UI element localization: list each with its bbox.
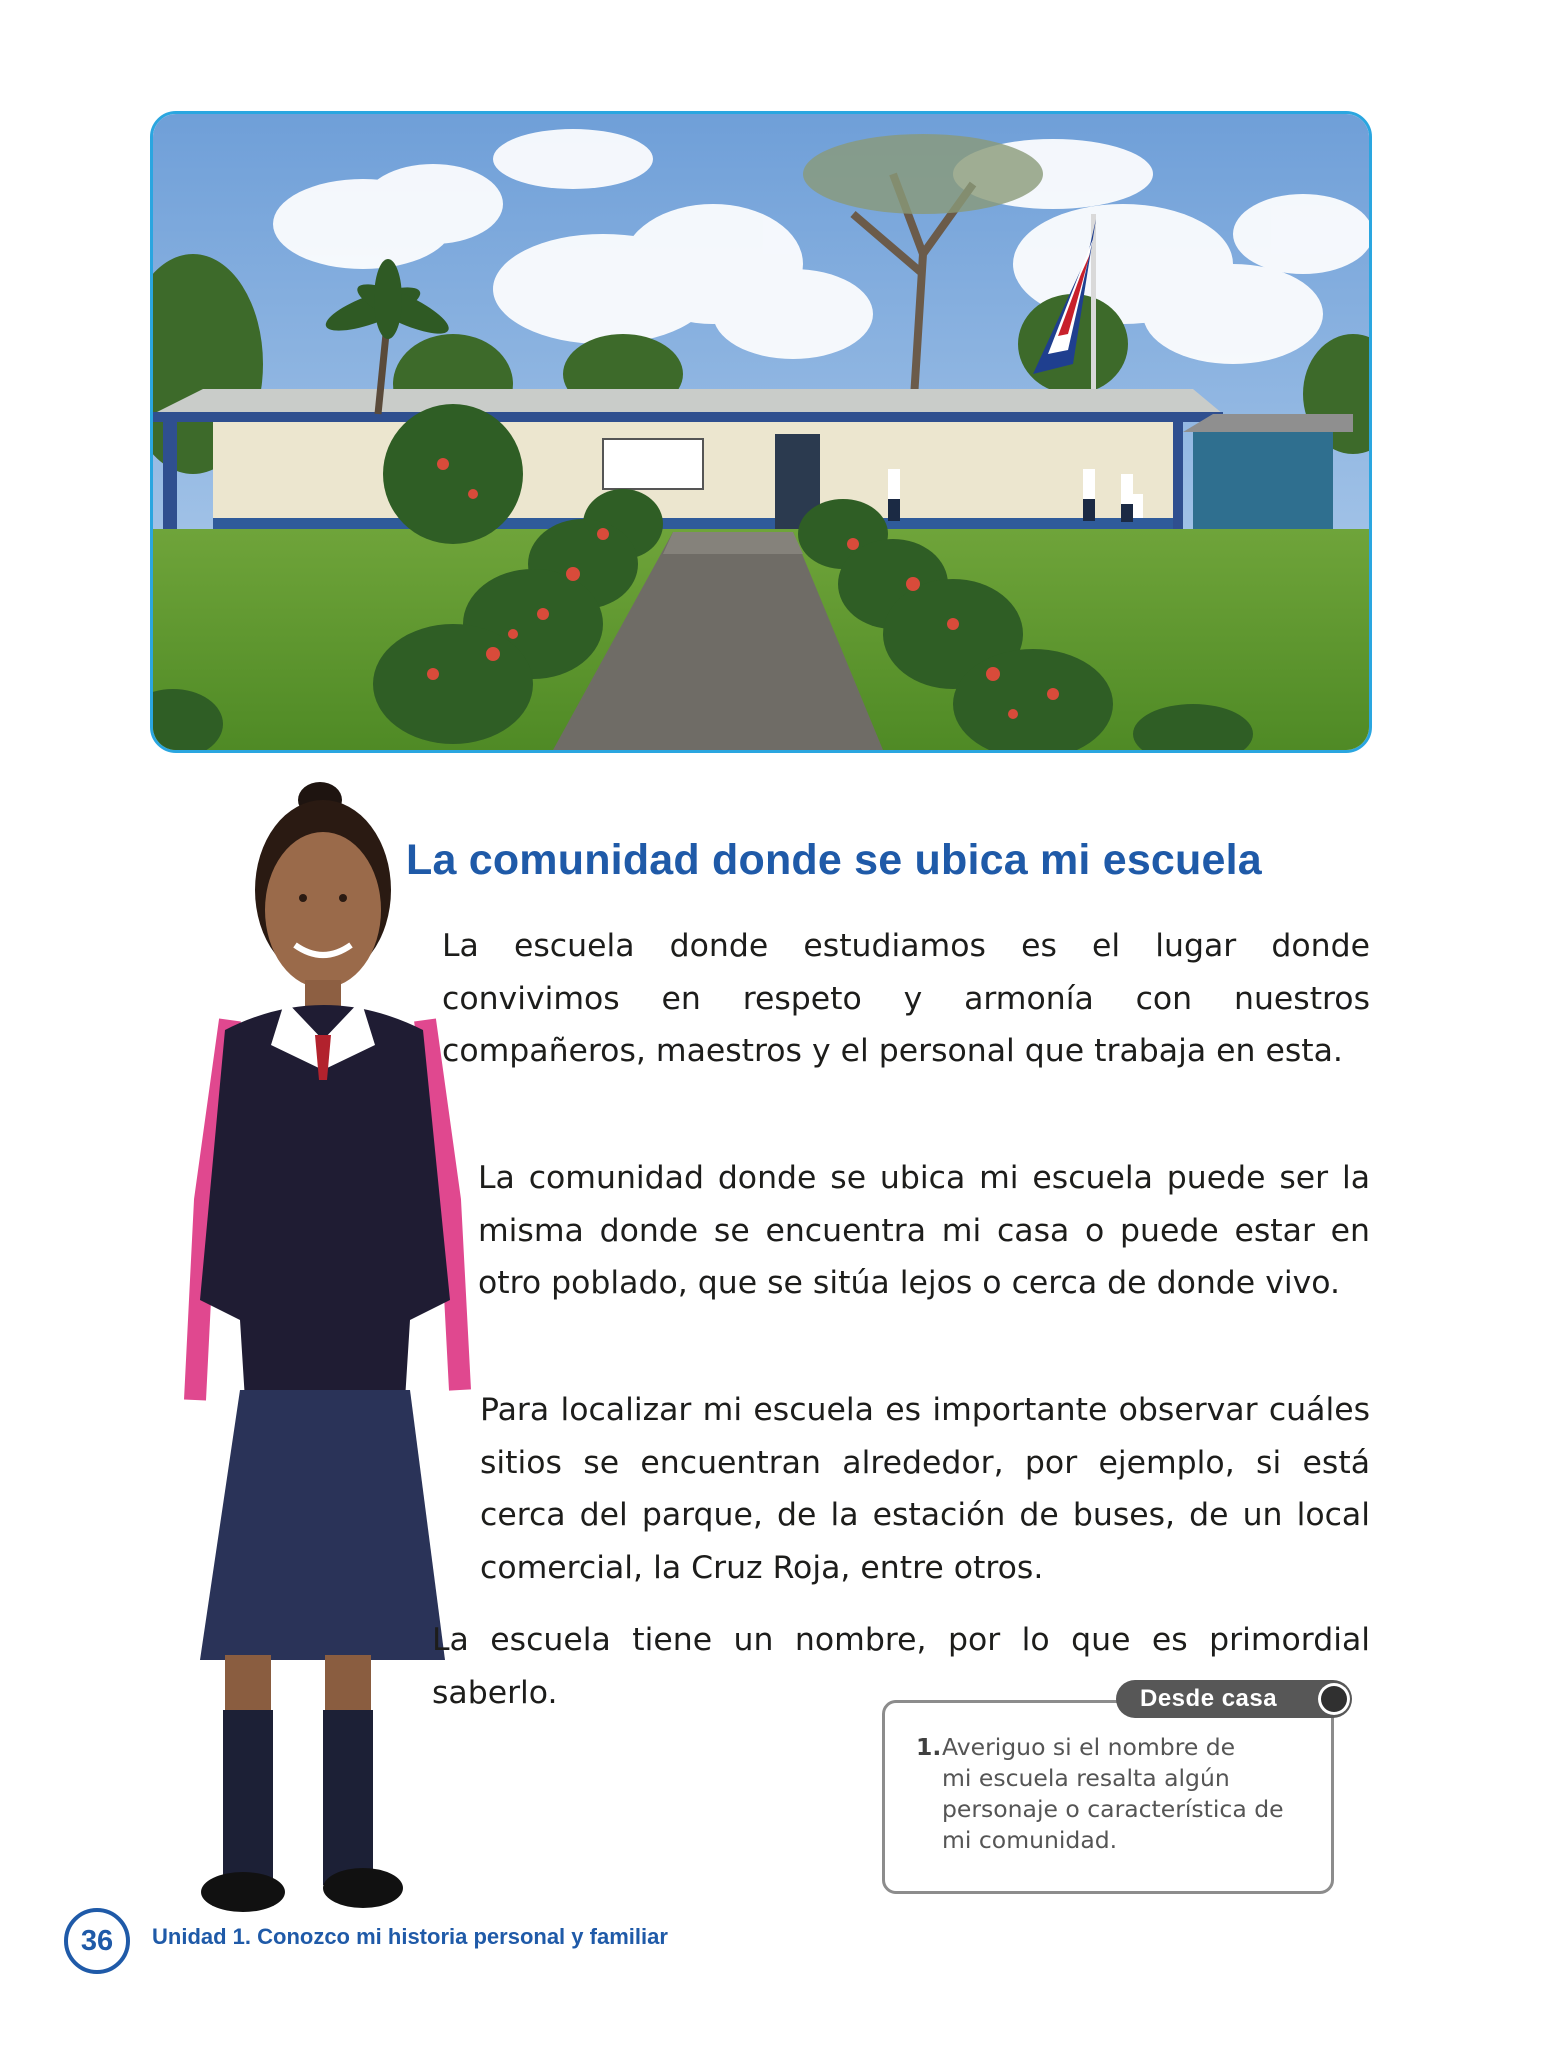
activity-line-3: personaje o característica de bbox=[942, 1795, 1284, 1823]
unit-title: Unidad 1. Conozco mi historia personal y familiar bbox=[152, 1924, 668, 1949]
activity-line-4: mi comunidad. bbox=[942, 1826, 1118, 1854]
paragraph-3: Para localizar mi escuela es importante observar cuáles sitios se encuentran alrededor, por ejemplo, si está cerca del parque, de la estación de buses, de un local comercial, la Cruz Roja, entre otros. bbox=[480, 1392, 1370, 1586]
paragraph-1: La escuela donde estudiamos es el lugar donde convivimos en respeto y armonía con nuestros compañeros, maestros y el personal que trabaja en esta. bbox=[442, 928, 1370, 1069]
tab-circle-icon bbox=[1318, 1683, 1350, 1715]
school-photo bbox=[150, 111, 1372, 753]
activity-line-1: Averiguo si el nombre de bbox=[942, 1733, 1236, 1761]
activity-number: 1. bbox=[916, 1733, 942, 1761]
desde-casa-activity bbox=[918, 1732, 1318, 1856]
activity-line-2: mi escuela resalta algún bbox=[942, 1764, 1230, 1792]
page-number: 36 bbox=[64, 1908, 130, 1974]
paragraph-4: La escuela tiene un nombre, por lo que es primordial saberlo. bbox=[432, 1622, 1370, 1711]
section-heading: La comunidad donde se ubica mi escuela bbox=[406, 836, 1262, 884]
paragraph-2: La comunidad donde se ubica mi escuela puede ser la misma donde se encuentra mi casa o puede estar en otro poblado, que se sitúa lejos o cerca de donde vivo. bbox=[478, 1160, 1370, 1301]
student-illustration bbox=[155, 780, 475, 1920]
student-figure bbox=[155, 780, 475, 1920]
school-illustration bbox=[153, 114, 1369, 750]
desde-casa-tab: Desde casa bbox=[1116, 1680, 1352, 1718]
